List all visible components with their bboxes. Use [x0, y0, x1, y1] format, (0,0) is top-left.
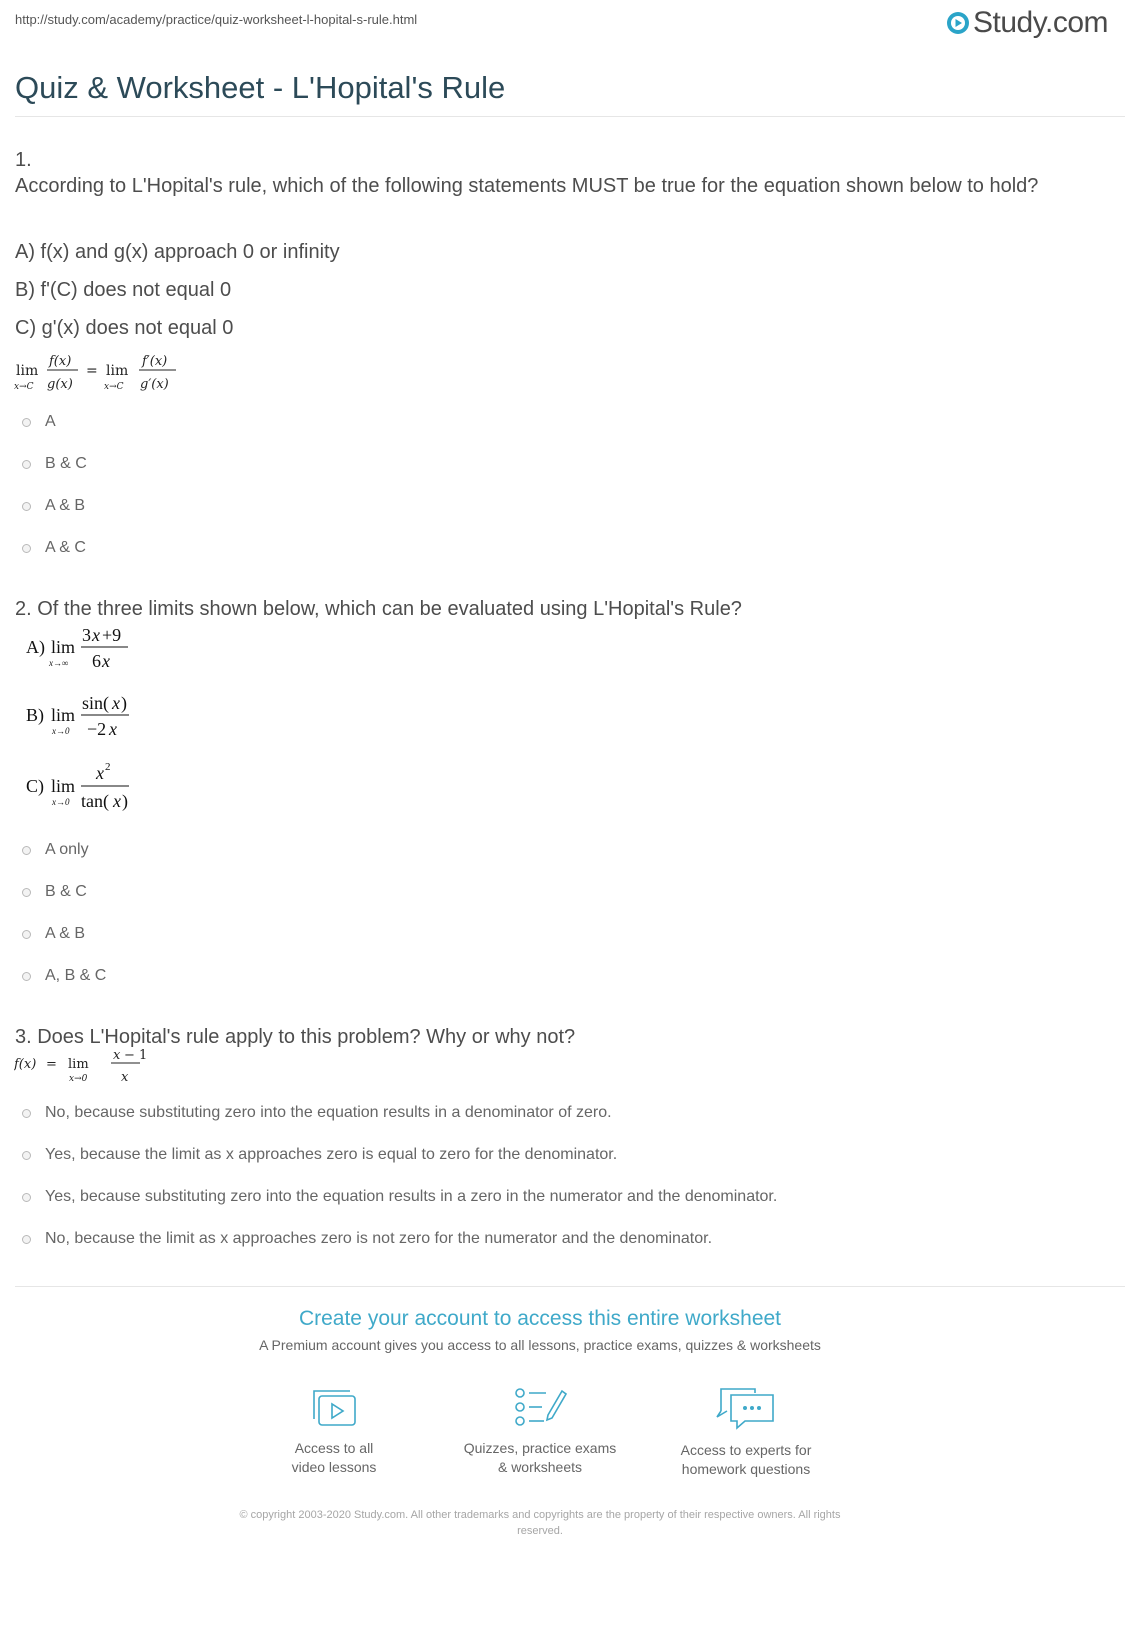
- feature-video-lessons: [234, 1385, 434, 1477]
- radio-button[interactable]: [22, 460, 31, 469]
- q3-option-4[interactable]: [22, 1227, 712, 1251]
- svg-text:x→0: x→0: [52, 726, 70, 736]
- svg-text:x→∞: x→∞: [49, 658, 69, 668]
- option-label: A only: [45, 841, 89, 858]
- quiz-list-icon: [512, 1385, 568, 1429]
- q2-option-1[interactable]: [22, 838, 89, 862]
- q3-text: 3. Does L'Hopital's rule apply to this problem? Why or why not?: [15, 1026, 576, 1048]
- feature-label-line2: & worksheets: [497, 1459, 583, 1475]
- q2-option-3[interactable]: [22, 922, 85, 946]
- cta-subtitle: A Premium account gives you access to all lessons, practice exams, quizzes & worksheets: [259, 1337, 821, 1353]
- option-label: A & B: [45, 497, 86, 514]
- feature-label-line1: Access to all: [294, 1440, 374, 1456]
- svg-text:A): A): [26, 637, 45, 657]
- option-label: B & C: [45, 455, 87, 472]
- svg-text:x: x: [96, 763, 104, 783]
- q2-limit-a: [26, 622, 166, 674]
- radio-button[interactable]: [22, 544, 31, 553]
- svg-text:lim: lim: [106, 363, 129, 379]
- chat-bubbles-icon: [715, 1385, 777, 1431]
- svg-text:tan(: tan(: [81, 791, 109, 811]
- play-circle-icon: [946, 11, 970, 35]
- svg-text:=: =: [46, 1057, 57, 1072]
- svg-text:lim: lim: [16, 363, 39, 379]
- svg-text:g′(x): g′(x): [140, 377, 169, 392]
- radio-button[interactable]: [22, 1151, 31, 1160]
- svg-text:=: =: [86, 363, 98, 379]
- logo-text: Study.com: [973, 6, 1108, 39]
- q2-text: 2. Of the three limits shown below, which can be evaluated using L'Hopital's Rule?: [15, 598, 742, 620]
- svg-text:): ): [122, 791, 128, 811]
- radio-button[interactable]: [22, 1109, 31, 1118]
- svg-text:x: x: [92, 625, 100, 645]
- svg-text:x: x: [113, 791, 121, 811]
- svg-text:x: x: [102, 651, 110, 671]
- copyright-footer: [190, 1507, 890, 1539]
- svg-text:g(x): g(x): [47, 377, 73, 392]
- svg-text:6: 6: [92, 651, 101, 671]
- q2-limit-c: [26, 758, 166, 814]
- q1-statement-c: C) g'(x) does not equal 0: [15, 317, 234, 339]
- svg-text:+9: +9: [102, 625, 122, 645]
- svg-text:C): C): [26, 776, 44, 796]
- q1-text: According to L'Hopital's rule, which of the following statements MUST be true for the equation shown below to hold?: [15, 175, 1039, 197]
- option-label: A & B: [45, 925, 86, 942]
- feature-label: [646, 1441, 846, 1479]
- svg-text:x: x: [121, 1070, 129, 1085]
- q3-option-2[interactable]: [22, 1143, 617, 1167]
- q1-statement-a: A) f(x) and g(x) approach 0 or infinity: [15, 241, 340, 263]
- svg-text:x→C: x→C: [104, 382, 124, 392]
- cta-title[interactable]: Create your account to access this entire worksheet: [298, 1307, 782, 1330]
- copyright-line2: reserved.: [517, 1525, 563, 1537]
- svg-text:f(x): f(x): [14, 1057, 37, 1072]
- q1-option-4[interactable]: [22, 536, 86, 560]
- radio-button[interactable]: [22, 1235, 31, 1244]
- feature-quizzes: [440, 1385, 640, 1477]
- q3-option-1[interactable]: [22, 1101, 612, 1125]
- q1-option-2[interactable]: [22, 452, 87, 476]
- feature-label-line2: video lessons: [291, 1459, 377, 1475]
- svg-text:3: 3: [82, 625, 91, 645]
- svg-text:f(x): f(x): [49, 354, 72, 369]
- page-url: http://study.com/academy/practice/quiz-worksheet-l-hopital-s-rule.html: [15, 12, 418, 27]
- svg-text:x: x: [112, 693, 120, 713]
- svg-text:2: 2: [105, 761, 111, 773]
- q1-statement-b: B) f'(C) does not equal 0: [15, 279, 232, 301]
- q2-limit-b: [26, 690, 166, 742]
- page-title: Quiz & Worksheet - L'Hopital's Rule: [15, 70, 506, 105]
- option-label: A & C: [45, 539, 86, 556]
- radio-button[interactable]: [22, 1193, 31, 1202]
- video-lesson-icon: [308, 1385, 360, 1429]
- option-label: A, B & C: [45, 967, 107, 984]
- feature-label: [234, 1439, 434, 1477]
- feature-label: [440, 1439, 640, 1477]
- svg-text:): ): [121, 693, 127, 713]
- svg-text:lim: lim: [51, 776, 76, 796]
- svg-text:x: x: [109, 719, 117, 739]
- q1-number: 1.: [15, 149, 32, 171]
- svg-text:B): B): [26, 705, 44, 725]
- svg-text:−2: −2: [87, 719, 107, 739]
- svg-text:− 1: − 1: [124, 1048, 148, 1063]
- q1-option-1[interactable]: [22, 410, 56, 434]
- option-label: No, because substituting zero into the equation results in a denominator of zero.: [45, 1104, 612, 1121]
- study-logo[interactable]: [946, 6, 1108, 40]
- radio-button[interactable]: [22, 418, 31, 427]
- option-label: A: [45, 413, 56, 430]
- option-label: Yes, because the limit as x approaches zero is equal to zero for the denominator.: [45, 1146, 618, 1163]
- title-divider: [15, 116, 1125, 117]
- radio-button[interactable]: [22, 846, 31, 855]
- q1-option-3[interactable]: [22, 494, 85, 518]
- svg-text:sin(: sin(: [82, 693, 109, 713]
- radio-button[interactable]: [22, 972, 31, 981]
- svg-text:lim: lim: [68, 1057, 89, 1072]
- q2-option-2[interactable]: [22, 880, 87, 904]
- radio-button[interactable]: [22, 888, 31, 897]
- copyright-line1: © copyright 2003-2020 Study.com. All other trademarks and copyrights are the property of their respective owners. All rights: [239, 1509, 841, 1521]
- q2-option-4[interactable]: [22, 964, 106, 988]
- svg-text:x→C: x→C: [14, 382, 34, 392]
- svg-text:lim: lim: [51, 705, 76, 725]
- feature-experts: [646, 1385, 846, 1479]
- q3-option-3[interactable]: [22, 1185, 777, 1209]
- q1-equation: [14, 348, 204, 398]
- svg-text:x→0: x→0: [52, 797, 70, 807]
- svg-text:x: x: [113, 1048, 121, 1063]
- q3-equation: [14, 1046, 154, 1086]
- svg-text:f′(x): f′(x): [142, 354, 168, 369]
- cta-divider: [15, 1286, 1125, 1287]
- option-label: Yes, because substituting zero into the equation results in a zero in the numerator and the denominator.: [45, 1188, 778, 1205]
- svg-text:lim: lim: [51, 637, 76, 657]
- svg-text:x→0: x→0: [69, 1074, 88, 1084]
- feature-label-line1: Access to experts for: [680, 1442, 812, 1458]
- feature-label-line1: Quizzes, practice exams: [463, 1440, 617, 1456]
- feature-label-line2: homework questions: [681, 1461, 811, 1477]
- radio-button[interactable]: [22, 502, 31, 511]
- radio-button[interactable]: [22, 930, 31, 939]
- option-label: No, because the limit as x approaches zero is not zero for the numerator and the denominator.: [45, 1230, 713, 1247]
- option-label: B & C: [45, 883, 87, 900]
